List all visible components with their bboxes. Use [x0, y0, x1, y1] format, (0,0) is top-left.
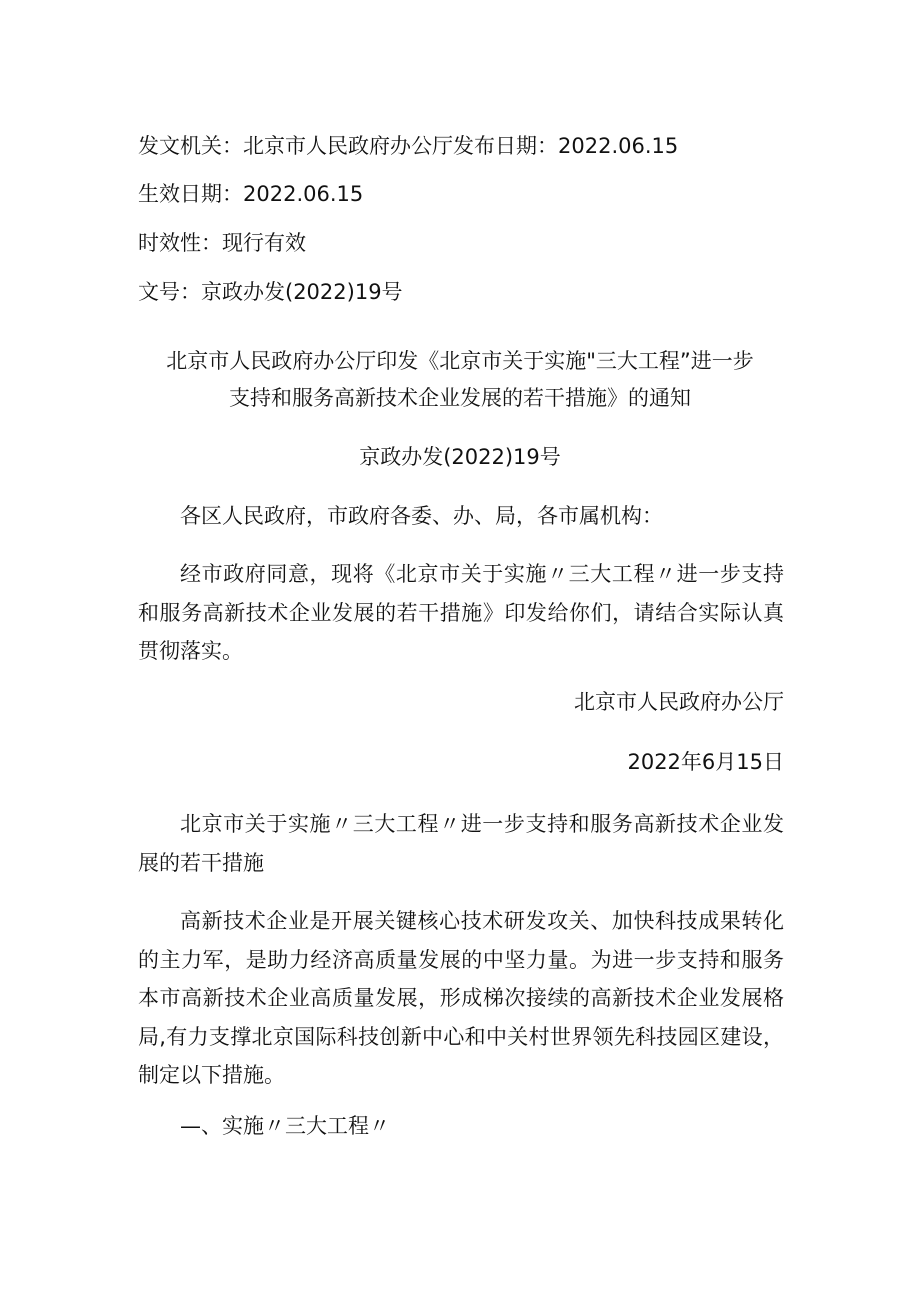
notice-title-line-2: 支持和服务高新技术企业发展的若干措施》的通知 [229, 386, 691, 410]
signature-issuer: 北京市人民政府办公厅 [574, 690, 784, 714]
paragraph-1: 经市政府同意，现将《北京市关于实施〃三大工程〃进一步支持和服务高新技术企业发展的若干措施》印发给你们，请结合实际认真贯彻落实。 [138, 562, 784, 663]
doc-number-centered: 京政办发(2022)19号 [359, 445, 561, 469]
validity-line: 时效性：现行有效 [138, 231, 306, 255]
signature-date: 2022年6月15日 [627, 750, 784, 774]
doc-number-line: 文号：京政办发(2022)19号 [138, 280, 403, 304]
section-heading-1: —、实施〃三大工程〃 [180, 1114, 390, 1138]
notice-title-line-1: 北京市人民政府办公厅印发《北京市关于实施"三大工程”进一步 [166, 349, 754, 373]
paragraph-2: 高新技术企业是开展关键核心技术研发攻关、加快科技成果转化的主力军，是助力经济高质量发展的中坚力量。为进一步支持和服务本市高新技术企业高质量发展，形成梯次接续的高新技术企业发展格局,有力支撑北京国际科技创新中心和中关村世界领先科技园区建设，制定以下措施。 [138, 909, 784, 1087]
measures-subtitle: 北京市关于实施〃三大工程〃进一步支持和服务高新技术企业发展的若干措施 [138, 812, 784, 875]
addressee: 各区人民政府，市政府各委、办、局，各市属机构： [180, 504, 663, 528]
issuer-line: 发文机关：北京市人民政府办公厅发布日期：2022.06.15 [138, 134, 679, 158]
effective-date-line: 生效日期：2022.06.15 [138, 182, 364, 206]
